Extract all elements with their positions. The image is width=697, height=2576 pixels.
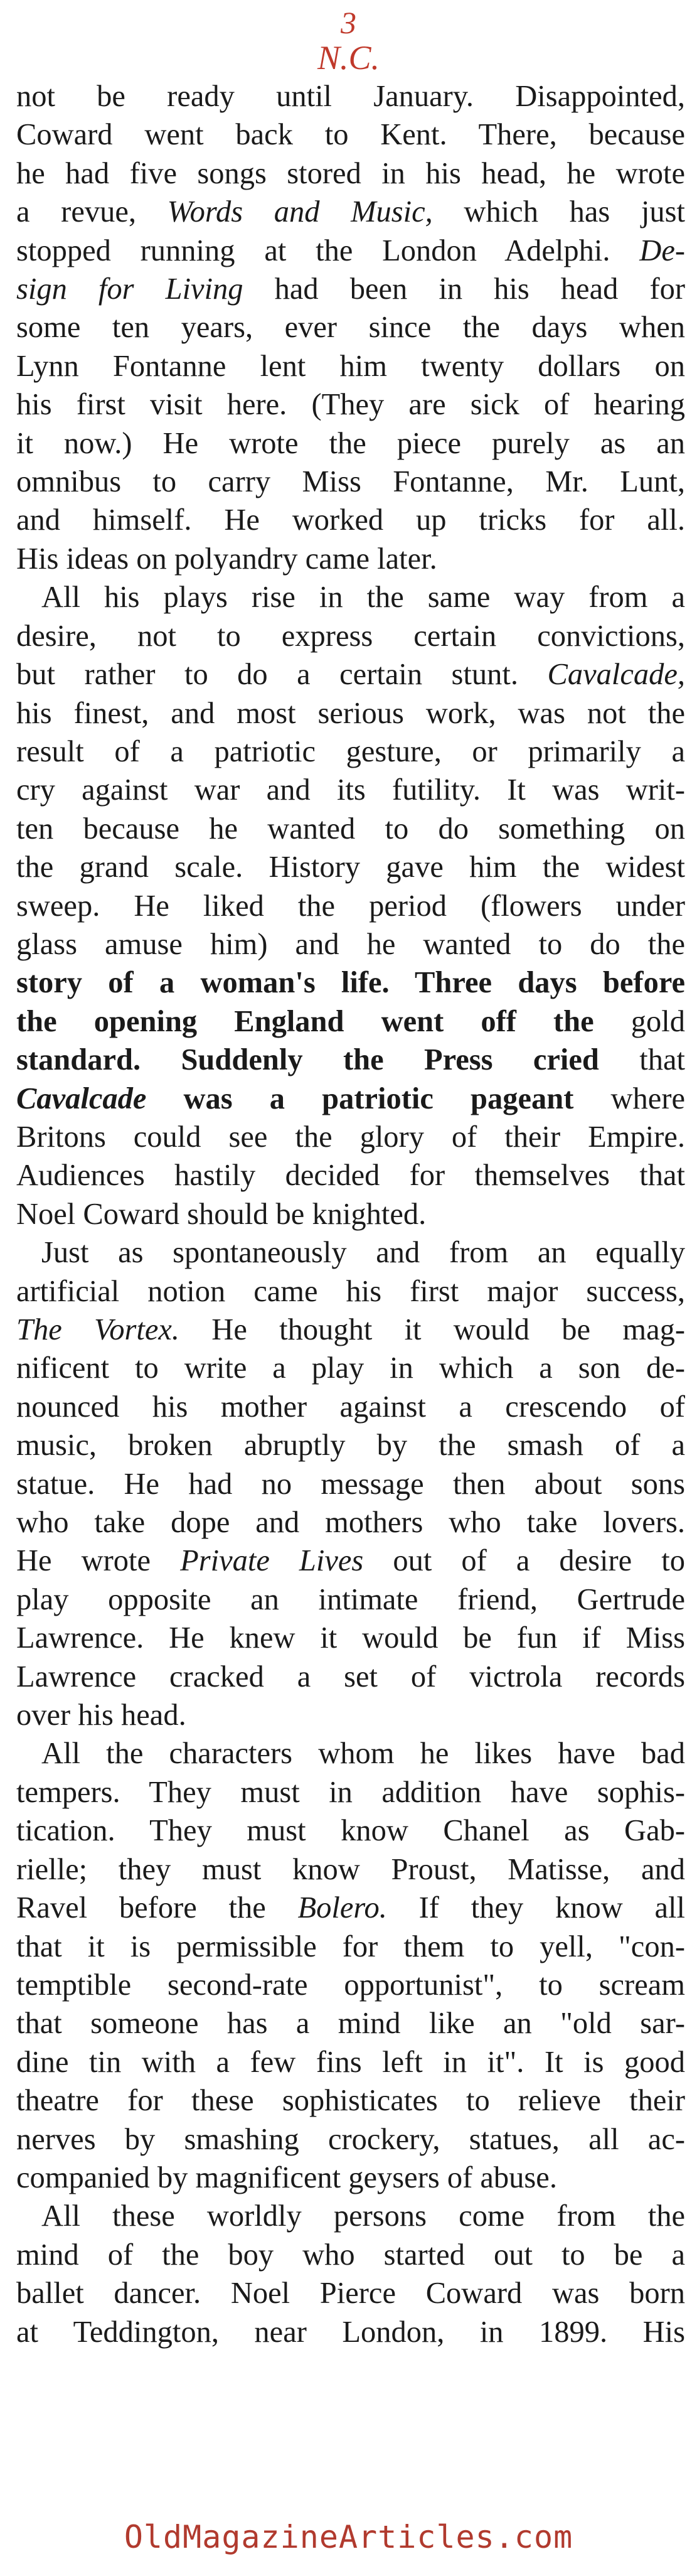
text-line	[16, 501, 685, 539]
text-line	[16, 1503, 685, 1542]
text-line	[16, 1080, 685, 1118]
text-run: it now.) He wrote the piece purely as an	[16, 426, 685, 460]
text-line	[16, 1850, 685, 1889]
article-paragraph	[16, 77, 685, 578]
text-run: nounced his mother against a crescendo of	[16, 1390, 685, 1424]
italic-title-text: The Vortex.	[16, 1313, 180, 1346]
page-number: 3	[341, 5, 356, 40]
section-mark: N.C.	[317, 39, 380, 77]
text-run: not be ready until January. Disappointed,	[16, 80, 685, 113]
text-line	[16, 2004, 685, 2042]
text-line	[16, 424, 685, 463]
text-run: artificial notion came his first major success,	[16, 1274, 685, 1308]
text-run: Audiences hastily decided for themselves that	[16, 1159, 685, 1193]
text-run: that	[639, 1043, 685, 1077]
italic-title-text: sign for Living	[16, 272, 243, 306]
text-line	[16, 463, 685, 501]
text-line	[16, 925, 685, 963]
text-line	[16, 1580, 685, 1619]
text-run: a revue,	[16, 195, 168, 229]
text-run: stopped running at the London Adelphi.	[16, 233, 640, 267]
text-line	[16, 963, 685, 1002]
text-line	[16, 1041, 685, 1079]
site-watermark: OldMagazineArticles.com	[124, 2519, 573, 2555]
text-line	[16, 115, 685, 154]
article-paragraph	[16, 2197, 685, 2351]
text-line	[16, 77, 685, 115]
text-run: omnibus to carry Miss Fontanne, Mr. Lunt,	[16, 465, 685, 499]
text-run: standard. Suddenly the Press cried	[16, 1043, 640, 1077]
text-run: mind of the boy who started out to be a	[16, 2238, 685, 2272]
text-run: Lynn Fontanne lent him twenty dollars on	[16, 349, 685, 383]
text-run: out of a desire to	[363, 1544, 685, 1578]
text-run: dine tin with a few fins left in it". It is good	[16, 2045, 685, 2079]
text-run: temptible second-rate opportunist", to scream	[16, 1968, 685, 2002]
text-run: but rather to do a certain stunt.	[16, 658, 548, 692]
text-line	[16, 2313, 685, 2351]
text-run: the grand scale. History gave him the widest	[16, 851, 685, 884]
article-paragraph	[16, 1734, 685, 2197]
text-run: Just as spontaneously and from an equally	[41, 1236, 685, 1270]
text-run: which has just	[432, 195, 685, 229]
article-paragraph	[16, 1233, 685, 1734]
text-run: Ravel before the	[16, 1891, 298, 1925]
text-line	[16, 2120, 685, 2159]
text-run: gold	[630, 1004, 685, 1038]
text-run: glass amuse him) and he wanted to do the	[16, 927, 685, 961]
text-run: companied by magnificent geysers of abuse.	[16, 2160, 557, 2194]
text-run: He thought it would be mag-	[179, 1313, 685, 1346]
italic-title-text: Private Lives	[180, 1544, 364, 1578]
text-run: All his plays rise in the same way from a	[41, 581, 685, 614]
text-run: the opening England went off the	[16, 1004, 631, 1038]
text-run: ten because he wanted to do something on	[16, 812, 685, 845]
text-run: rielle; they must know Proust, Matisse, and	[16, 1852, 685, 1886]
text-line	[16, 154, 685, 193]
text-line	[16, 1272, 685, 1311]
text-run: had been in his head for	[243, 272, 685, 306]
text-line	[16, 2159, 685, 2197]
text-run: at Teddington, near London, in 1899. His	[16, 2315, 685, 2349]
text-line	[16, 232, 685, 270]
text-line	[16, 1811, 685, 1850]
text-line	[16, 270, 685, 308]
text-run: was a patriotic pageant	[146, 1081, 611, 1115]
text-run: music, broken abruptly by the smash of a	[16, 1429, 685, 1462]
text-line	[16, 2043, 685, 2081]
text-run: Coward went back to Kent. There, because	[16, 118, 685, 152]
text-run: statue. He had no message then about sons	[16, 1467, 685, 1501]
text-run: cry against war and its futility. It was writ-	[16, 773, 685, 807]
text-run: nerves by smashing crockery, statues, all ac-	[16, 2122, 685, 2156]
text-run: over his head.	[16, 1699, 186, 1732]
text-line	[16, 694, 685, 733]
text-run: play opposite an intimate friend, Gertrude	[16, 1582, 685, 1616]
text-run: his finest, and most serious work, was not the	[16, 696, 685, 730]
text-line	[16, 1002, 685, 1041]
text-run: some ten years, ever since the days when	[16, 311, 685, 345]
text-line	[16, 887, 685, 925]
text-line	[16, 385, 685, 424]
text-run: Lawrence. He knew it would be fun if Miss	[16, 1621, 685, 1655]
text-line	[16, 2236, 685, 2274]
text-run: Lawrence cracked a set of victrola records	[16, 1660, 685, 1693]
text-line	[16, 1696, 685, 1734]
text-line	[16, 1734, 685, 1773]
text-line	[16, 1233, 685, 1272]
text-line	[16, 1311, 685, 1349]
text-run: tication. They must know Chanel as Gab-	[16, 1814, 685, 1848]
text-run: he had five songs stored in his head, he wrote	[16, 156, 685, 190]
text-line	[16, 771, 685, 809]
text-run: sweep. He liked the period (flowers under	[16, 889, 685, 923]
text-run: If they know all	[386, 1891, 685, 1925]
italic-title-text: De-	[639, 233, 685, 267]
text-line	[16, 655, 685, 694]
text-run: result of a patriotic gesture, or primarily a	[16, 734, 685, 768]
article-body	[16, 77, 685, 2351]
text-line	[16, 1156, 685, 1194]
text-run: His ideas on polyandry came later.	[16, 542, 437, 576]
text-run: tempers. They must in addition have sophis-	[16, 1775, 685, 1809]
text-line	[16, 540, 685, 578]
text-line	[16, 193, 685, 231]
text-run: his first visit here. (They are sick of hearing	[16, 388, 685, 422]
text-line	[16, 578, 685, 616]
text-run: theatre for these sophisticates to relieve their	[16, 2084, 685, 2118]
text-line	[16, 1542, 685, 1580]
text-line	[16, 2274, 685, 2312]
text-run: desire, not to express certain convictions,	[16, 619, 685, 653]
text-run: nificent to write a play in which a son de-	[16, 1351, 685, 1385]
italic-title-text: Cavalcade	[16, 1081, 147, 1115]
italic-title-text: Bolero.	[297, 1891, 387, 1925]
text-line	[16, 848, 685, 886]
text-line	[16, 617, 685, 655]
text-line	[16, 1195, 685, 1233]
text-line	[16, 810, 685, 848]
text-run: All the characters whom he likes have bad	[41, 1737, 685, 1771]
text-line	[16, 1388, 685, 1426]
text-line	[16, 733, 685, 771]
italic-title-text: Words and Music,	[167, 195, 433, 229]
text-line	[16, 1928, 685, 1966]
text-run: story of a woman's life. Three days before	[16, 966, 685, 1000]
text-run: He wrote	[16, 1544, 181, 1578]
text-run: who take dope and mothers who take lovers.	[16, 1506, 685, 1540]
text-run: Noel Coward should be knighted.	[16, 1197, 427, 1231]
text-run: that it is permissible for them to yell, "con-	[16, 1929, 685, 1963]
text-run: All these worldly persons come from the	[41, 2199, 685, 2233]
text-run: where	[610, 1081, 685, 1115]
text-line	[16, 1426, 685, 1464]
text-line	[16, 2081, 685, 2120]
text-line	[16, 1658, 685, 1696]
text-run: ballet dancer. Noel Pierce Coward was born	[16, 2277, 685, 2310]
text-line	[16, 308, 685, 346]
text-line	[16, 2197, 685, 2235]
text-line	[16, 1465, 685, 1503]
text-line	[16, 1118, 685, 1156]
text-line	[16, 1619, 685, 1657]
text-run: Britons could see the glory of their Empire.	[16, 1120, 685, 1154]
italic-title-text: Cavalcade,	[547, 658, 685, 692]
article-paragraph	[16, 578, 685, 1233]
text-line	[16, 1889, 685, 1927]
text-run: that someone has a mind like an "old sar-	[16, 2007, 685, 2041]
text-line	[16, 347, 685, 385]
text-line	[16, 1966, 685, 2004]
text-run: and himself. He worked up tricks for all.	[16, 503, 685, 537]
text-line	[16, 1349, 685, 1387]
text-line	[16, 1773, 685, 1811]
